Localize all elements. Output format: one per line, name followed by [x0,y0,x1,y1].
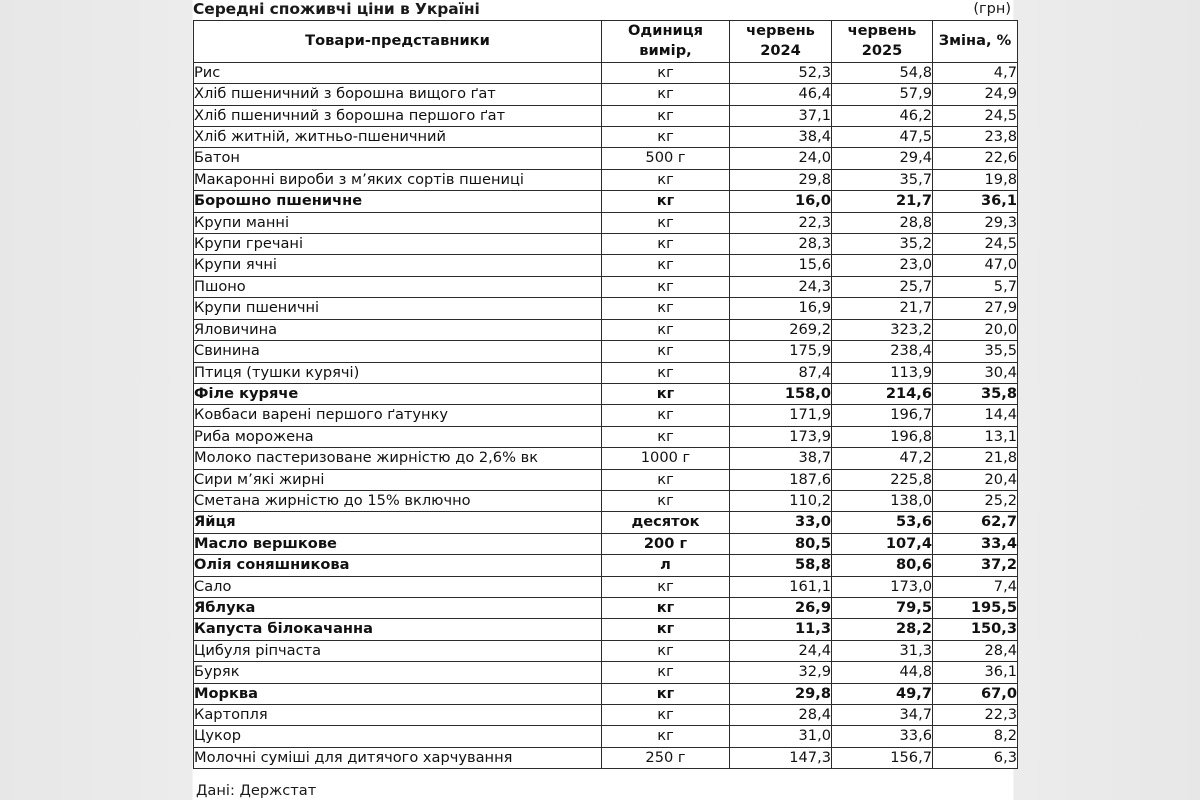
table-row [194,383,1018,404]
cell-goods-name: Молоко пастеризоване жирністю до 2,6% вк [194,448,602,469]
table-row [194,640,1018,661]
cell-change-percent: 36,1 [933,662,1018,683]
cell-unit: кг [602,683,730,704]
cell-unit: кг [602,576,730,597]
cell-change-percent: 67,0 [933,683,1018,704]
cell-unit: кг [602,619,730,640]
cell-june-2025: 113,9 [832,362,933,383]
cell-change-percent: 13,1 [933,426,1018,447]
cell-goods-name: Буряк [194,662,602,683]
cell-june-2025: 173,0 [832,576,933,597]
table-row [194,127,1018,148]
cell-change-percent: 62,7 [933,512,1018,533]
cell-june-2025: 57,9 [832,84,933,105]
page-title: Середні споживчі ціни в Україні [193,0,480,18]
cell-goods-name: Яблука [194,597,602,618]
cell-goods-name: Молочні суміші для дитячого харчування [194,747,602,768]
cell-goods-name: Олія соняшникова [194,555,602,576]
cell-change-percent: 7,4 [933,576,1018,597]
cell-june-2025: 49,7 [832,683,933,704]
cell-unit: 250 г [602,747,730,768]
cell-goods-name: Борошно пшеничне [194,191,602,212]
table-row [194,191,1018,212]
cell-change-percent: 8,2 [933,726,1018,747]
cell-goods-name: Ковбаси варені першого ґатунку [194,405,602,426]
header-unit-line2: вимір, [639,42,692,60]
cell-goods-name: Сметана жирністю до 15% включно [194,490,602,511]
cell-change-percent: 14,4 [933,405,1018,426]
cell-june-2025: 196,8 [832,426,933,447]
cell-change-percent: 22,6 [933,148,1018,169]
cell-june-2024: 22,3 [730,212,832,233]
cell-june-2025: 34,7 [832,705,933,726]
cell-change-percent: 36,1 [933,191,1018,212]
cell-goods-name: Морква [194,683,602,704]
table-row [194,619,1018,640]
header-unit [602,21,730,63]
table-row [194,84,1018,105]
cell-goods-name: Макаронні вироби з м’яких сортів пшениці [194,169,602,190]
cell-goods-name: Риба морожена [194,426,602,447]
cell-june-2025: 21,7 [832,298,933,319]
cell-goods-name: Птиця (тушки курячі) [194,362,602,383]
header-june-2025 [832,21,933,63]
table-row [194,426,1018,447]
table-row [194,533,1018,554]
cell-goods-name: Свинина [194,341,602,362]
cell-june-2024: 269,2 [730,319,832,340]
cell-change-percent: 25,2 [933,490,1018,511]
cell-june-2025: 196,7 [832,405,933,426]
cell-change-percent: 4,7 [933,62,1018,83]
cell-unit: кг [602,426,730,447]
table-row [194,105,1018,126]
cell-unit: кг [602,383,730,404]
cell-goods-name: Сири м’які жирні [194,469,602,490]
cell-june-2024: 87,4 [730,362,832,383]
table-row [194,169,1018,190]
cell-unit: кг [602,84,730,105]
cell-june-2025: 33,6 [832,726,933,747]
cell-goods-name: Картопля [194,705,602,726]
header-june-2025-year: 2025 [861,42,903,60]
cell-unit: кг [602,341,730,362]
cell-june-2024: 33,0 [730,512,832,533]
cell-june-2025: 46,2 [832,105,933,126]
cell-june-2025: 80,6 [832,555,933,576]
cell-june-2025: 214,6 [832,383,933,404]
cell-june-2024: 38,4 [730,127,832,148]
cell-unit: кг [602,169,730,190]
cell-goods-name: Масло вершкове [194,533,602,554]
cell-unit: 200 г [602,533,730,554]
cell-goods-name: Крупи гречані [194,234,602,255]
cell-june-2025: 138,0 [832,490,933,511]
cell-change-percent: 29,3 [933,212,1018,233]
cell-goods-name: Капуста білокачанна [194,619,602,640]
cell-june-2024: 16,0 [730,191,832,212]
table-row [194,212,1018,233]
cell-unit: кг [602,640,730,661]
cell-unit: кг [602,490,730,511]
cell-goods-name: Яловичина [194,319,602,340]
cell-unit: кг [602,705,730,726]
cell-unit: кг [602,469,730,490]
cell-june-2024: 16,9 [730,298,832,319]
table-row [194,276,1018,297]
cell-unit: л [602,555,730,576]
cell-change-percent: 30,4 [933,362,1018,383]
cell-june-2025: 47,2 [832,448,933,469]
header-june-2025-month: червень [847,22,917,39]
cell-unit: кг [602,62,730,83]
cell-june-2025: 35,2 [832,234,933,255]
cell-goods-name: Цукор [194,726,602,747]
table-header [194,21,1018,63]
table-row [194,62,1018,83]
cell-unit: 1000 г [602,448,730,469]
cell-goods-name: Батон [194,148,602,169]
cell-change-percent: 35,5 [933,341,1018,362]
cell-goods-name: Крупи пшеничні [194,298,602,319]
cell-change-percent: 28,4 [933,640,1018,661]
cell-change-percent: 19,8 [933,169,1018,190]
table-row [194,705,1018,726]
cell-june-2025: 54,8 [832,62,933,83]
cell-june-2024: 15,6 [730,255,832,276]
cell-goods-name: Цибуля ріпчаста [194,640,602,661]
cell-june-2025: 156,7 [832,747,933,768]
cell-goods-name: Рис [194,62,602,83]
cell-change-percent: 23,8 [933,127,1018,148]
cell-unit: кг [602,255,730,276]
table-row [194,341,1018,362]
header-unit-line1: Одиниця [628,22,703,39]
cell-june-2024: 28,3 [730,234,832,255]
cell-june-2024: 32,9 [730,662,832,683]
cell-goods-name: Крупи манні [194,212,602,233]
cell-change-percent: 27,9 [933,298,1018,319]
table-row [194,448,1018,469]
cell-june-2025: 79,5 [832,597,933,618]
table-header-row [194,21,1018,63]
cell-change-percent: 21,8 [933,448,1018,469]
cell-unit: кг [602,298,730,319]
cell-unit: кг [602,276,730,297]
cell-june-2025: 225,8 [832,469,933,490]
cell-june-2024: 29,8 [730,683,832,704]
cell-june-2025: 44,8 [832,662,933,683]
cell-unit: кг [602,212,730,233]
header-june-2024 [730,21,832,63]
consumer-prices-table [193,20,1018,769]
cell-june-2025: 107,4 [832,533,933,554]
cell-june-2024: 29,8 [730,169,832,190]
cell-june-2024: 24,0 [730,148,832,169]
cell-june-2024: 37,1 [730,105,832,126]
cell-june-2024: 161,1 [730,576,832,597]
header-june-2024-month: червень [746,22,815,39]
cell-unit: кг [602,191,730,212]
cell-june-2024: 147,3 [730,747,832,768]
cell-june-2024: 26,9 [730,597,832,618]
cell-change-percent: 6,3 [933,747,1018,768]
table-row [194,726,1018,747]
header-june-2024-year: 2024 [760,42,801,60]
cell-june-2024: 24,4 [730,640,832,661]
cell-june-2025: 28,8 [832,212,933,233]
cell-june-2025: 25,7 [832,276,933,297]
cell-unit: кг [602,405,730,426]
cell-june-2025: 28,2 [832,619,933,640]
table-row [194,298,1018,319]
cell-unit: кг [602,319,730,340]
cell-unit: кг [602,234,730,255]
header-change-percent: Зміна, % [933,21,1018,63]
cell-june-2024: 110,2 [730,490,832,511]
cell-unit: кг [602,105,730,126]
table-row [194,255,1018,276]
cell-change-percent: 24,9 [933,84,1018,105]
cell-change-percent: 22,3 [933,705,1018,726]
cell-change-percent: 37,2 [933,555,1018,576]
cell-goods-name: Пшоно [194,276,602,297]
table-row [194,576,1018,597]
table-row [194,683,1018,704]
cell-goods-name: Сало [194,576,602,597]
cell-june-2024: 52,3 [730,62,832,83]
table-body [194,62,1018,768]
table-row [194,148,1018,169]
table-row [194,662,1018,683]
cell-june-2024: 31,0 [730,726,832,747]
table-row [194,362,1018,383]
cell-change-percent: 24,5 [933,234,1018,255]
cell-june-2024: 173,9 [730,426,832,447]
cell-june-2024: 24,3 [730,276,832,297]
table-row [194,512,1018,533]
cell-goods-name: Яйця [194,512,602,533]
cell-june-2024: 175,9 [730,341,832,362]
source-note: Дані: Держстат [196,782,317,799]
cell-goods-name: Крупи ячні [194,255,602,276]
cell-june-2025: 35,7 [832,169,933,190]
cell-june-2025: 53,6 [832,512,933,533]
cell-change-percent: 5,7 [933,276,1018,297]
cell-june-2025: 323,2 [832,319,933,340]
header-goods: Товари-представники [194,21,602,63]
cell-change-percent: 35,8 [933,383,1018,404]
cell-goods-name: Хліб пшеничний з борошна вищого ґат [194,84,602,105]
cell-june-2025: 29,4 [832,148,933,169]
title-bar [193,0,1012,20]
cell-june-2024: 187,6 [730,469,832,490]
cell-change-percent: 24,5 [933,105,1018,126]
currency-unit-note: (грн) [973,1,1011,17]
cell-goods-name: Хліб житній, житньо-пшеничний [194,127,602,148]
cell-unit: кг [602,726,730,747]
cell-june-2024: 80,5 [730,533,832,554]
cell-june-2024: 58,8 [730,555,832,576]
cell-june-2025: 31,3 [832,640,933,661]
cell-june-2024: 158,0 [730,383,832,404]
cell-goods-name: Хліб пшеничний з борошна першого ґат [194,105,602,126]
cell-june-2024: 28,4 [730,705,832,726]
cell-change-percent: 150,3 [933,619,1018,640]
table-row [194,319,1018,340]
cell-june-2025: 238,4 [832,341,933,362]
table-row [194,405,1018,426]
table-row [194,555,1018,576]
cell-unit: 500 г [602,148,730,169]
cell-june-2025: 47,5 [832,127,933,148]
cell-june-2024: 46,4 [730,84,832,105]
table-row [194,490,1018,511]
cell-june-2025: 23,0 [832,255,933,276]
cell-unit: кг [602,127,730,148]
cell-unit: кг [602,662,730,683]
cell-change-percent: 20,0 [933,319,1018,340]
cell-change-percent: 33,4 [933,533,1018,554]
cell-change-percent: 20,4 [933,469,1018,490]
cell-june-2024: 11,3 [730,619,832,640]
table-row [194,597,1018,618]
cell-unit: кг [602,362,730,383]
cell-june-2025: 21,7 [832,191,933,212]
cell-unit: десяток [602,512,730,533]
cell-unit: кг [602,597,730,618]
table-row [194,234,1018,255]
cell-june-2024: 38,7 [730,448,832,469]
cell-change-percent: 195,5 [933,597,1018,618]
cell-goods-name: Філе куряче [194,383,602,404]
table-row [194,747,1018,768]
cell-june-2024: 171,9 [730,405,832,426]
cell-change-percent: 47,0 [933,255,1018,276]
table-row [194,469,1018,490]
